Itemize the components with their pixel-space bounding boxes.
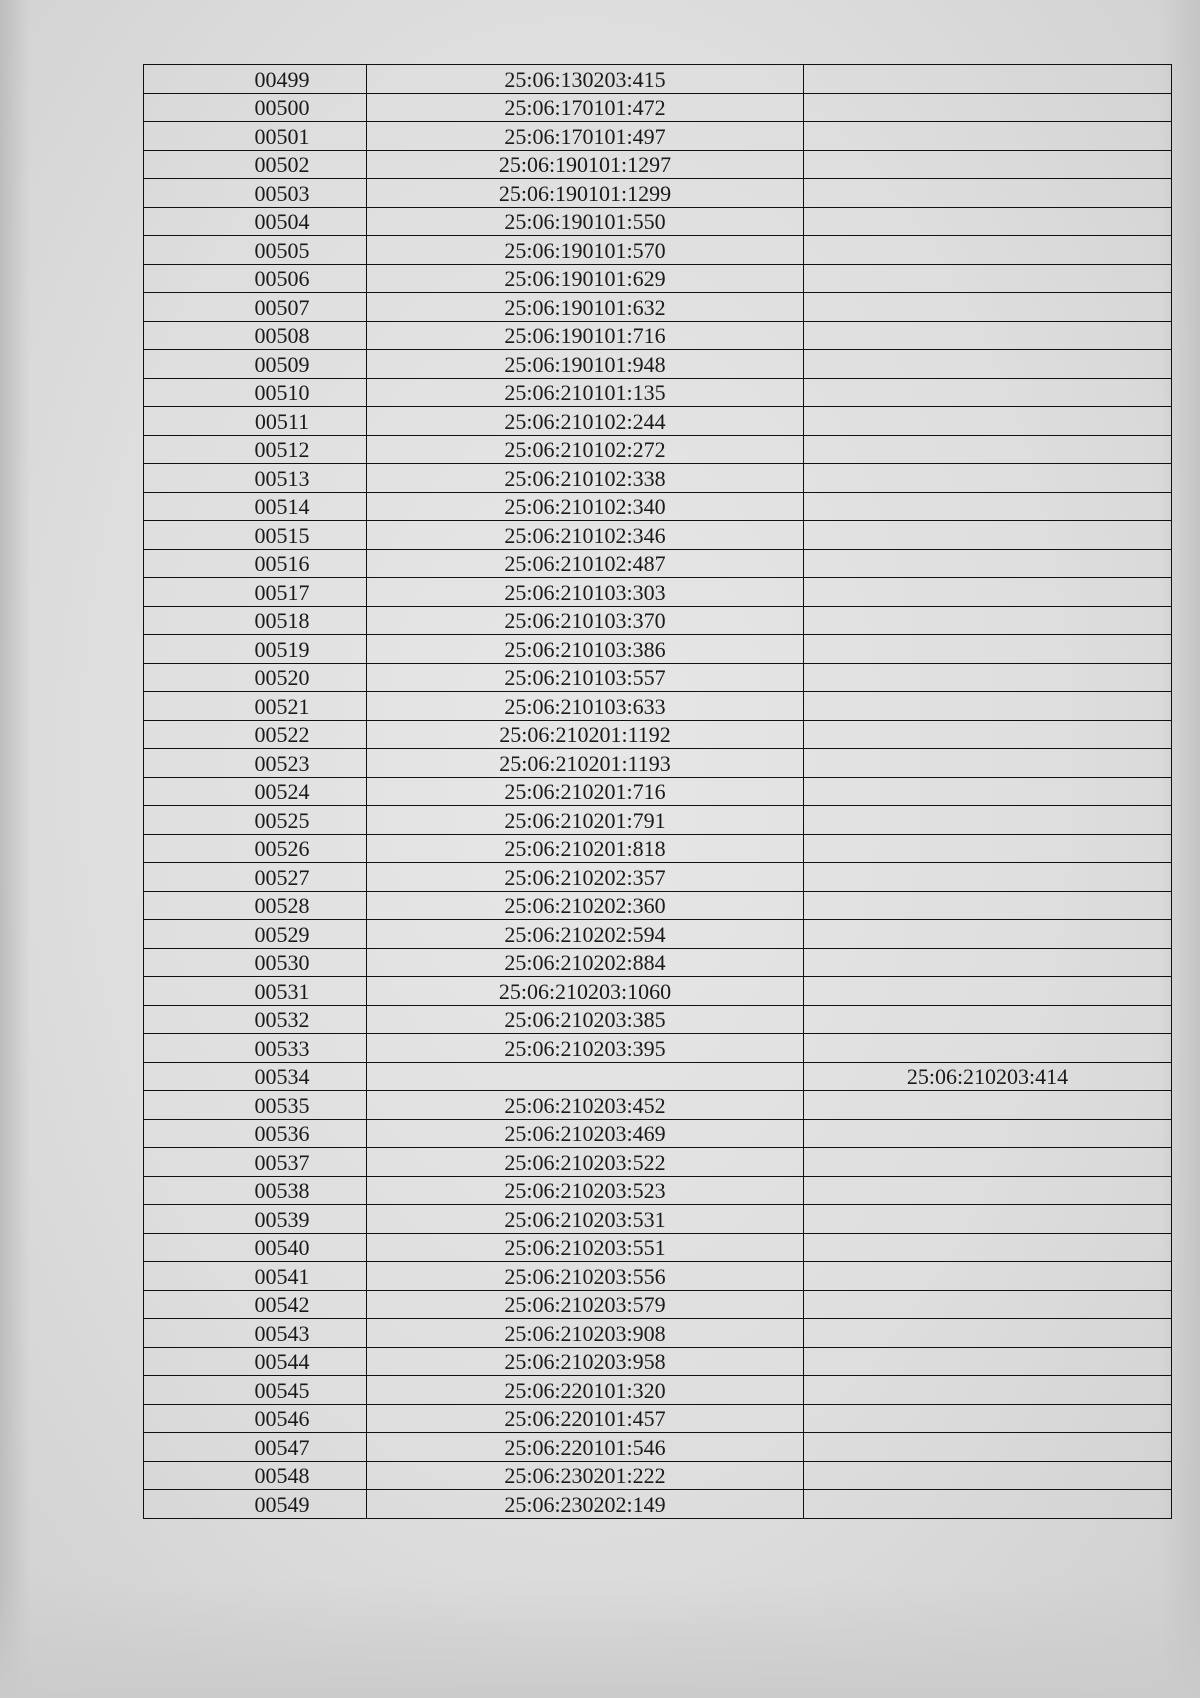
table-row bbox=[144, 350, 1172, 379]
cadastral-number-cell: 25:06:210203:556 bbox=[367, 1262, 804, 1291]
row-number-cell: 00537 bbox=[144, 1148, 367, 1177]
row-number-cell: 00515 bbox=[144, 521, 367, 550]
table-row bbox=[144, 1319, 1172, 1348]
additional-number-cell bbox=[804, 236, 1172, 265]
table-row bbox=[144, 1062, 1172, 1091]
additional-number-cell bbox=[804, 1404, 1172, 1433]
row-number-cell: 00512 bbox=[144, 435, 367, 464]
cadastral-number-cell: 25:06:210203:395 bbox=[367, 1034, 804, 1063]
row-number-cell: 00516 bbox=[144, 549, 367, 578]
row-number-cell: 00524 bbox=[144, 777, 367, 806]
table-row bbox=[144, 1148, 1172, 1177]
table-row bbox=[144, 1461, 1172, 1490]
additional-number-cell bbox=[804, 1176, 1172, 1205]
table-row bbox=[144, 122, 1172, 151]
table-row bbox=[144, 606, 1172, 635]
additional-number-cell bbox=[804, 207, 1172, 236]
cadastral-number-cell: 25:06:210203:523 bbox=[367, 1176, 804, 1205]
cadastral-number-cell: 25:06:210102:272 bbox=[367, 435, 804, 464]
row-number-cell: 00536 bbox=[144, 1119, 367, 1148]
row-number-cell: 00548 bbox=[144, 1461, 367, 1490]
cadastral-number-cell: 25:06:210103:370 bbox=[367, 606, 804, 635]
table-row bbox=[144, 293, 1172, 322]
cadastral-number-cell: 25:06:210203:469 bbox=[367, 1119, 804, 1148]
row-number-cell: 00517 bbox=[144, 578, 367, 607]
table-row bbox=[144, 1290, 1172, 1319]
row-number-cell: 00530 bbox=[144, 948, 367, 977]
row-number-cell: 00529 bbox=[144, 920, 367, 949]
cadastral-number-cell: 25:06:210103:633 bbox=[367, 692, 804, 721]
table-row bbox=[144, 93, 1172, 122]
additional-number-cell bbox=[804, 891, 1172, 920]
row-number-cell: 00523 bbox=[144, 749, 367, 778]
additional-number-cell bbox=[804, 834, 1172, 863]
cadastral-number-cell: 25:06:210102:340 bbox=[367, 492, 804, 521]
row-number-cell: 00514 bbox=[144, 492, 367, 521]
additional-number-cell bbox=[804, 1119, 1172, 1148]
table-row bbox=[144, 207, 1172, 236]
additional-number-cell bbox=[804, 1034, 1172, 1063]
row-number-cell: 00504 bbox=[144, 207, 367, 236]
row-number-cell: 00547 bbox=[144, 1433, 367, 1462]
table-row bbox=[144, 1347, 1172, 1376]
additional-number-cell bbox=[804, 1290, 1172, 1319]
table-row bbox=[144, 1262, 1172, 1291]
row-number-cell: 00527 bbox=[144, 863, 367, 892]
table-row bbox=[144, 948, 1172, 977]
row-number-cell: 00520 bbox=[144, 663, 367, 692]
additional-number-cell bbox=[804, 321, 1172, 350]
additional-number-cell bbox=[804, 606, 1172, 635]
table-row bbox=[144, 1119, 1172, 1148]
additional-number-cell bbox=[804, 863, 1172, 892]
row-number-cell: 00532 bbox=[144, 1005, 367, 1034]
scan-shadow-left bbox=[0, 0, 30, 1698]
cadastral-number-cell: 25:06:210203:579 bbox=[367, 1290, 804, 1319]
cadastral-number-cell: 25:06:220101:457 bbox=[367, 1404, 804, 1433]
cadastral-number-cell: 25:06:190101:1299 bbox=[367, 179, 804, 208]
table-row bbox=[144, 720, 1172, 749]
cadastral-number-cell: 25:06:190101:1297 bbox=[367, 150, 804, 179]
additional-number-cell: 25:06:210203:414 bbox=[804, 1062, 1172, 1091]
additional-number-cell bbox=[804, 65, 1172, 94]
cadastral-number-cell: 25:06:230202:149 bbox=[367, 1490, 804, 1519]
table-row bbox=[144, 1433, 1172, 1462]
additional-number-cell bbox=[804, 1233, 1172, 1262]
cadastral-number-cell: 25:06:210202:357 bbox=[367, 863, 804, 892]
cadastral-number-cell bbox=[367, 1062, 804, 1091]
additional-number-cell bbox=[804, 407, 1172, 436]
table-row bbox=[144, 777, 1172, 806]
table-row bbox=[144, 834, 1172, 863]
table-row bbox=[144, 891, 1172, 920]
row-number-cell: 00500 bbox=[144, 93, 367, 122]
row-number-cell: 00510 bbox=[144, 378, 367, 407]
table-row bbox=[144, 435, 1172, 464]
additional-number-cell bbox=[804, 692, 1172, 721]
row-number-cell: 00544 bbox=[144, 1347, 367, 1376]
table-row bbox=[144, 407, 1172, 436]
additional-number-cell bbox=[804, 293, 1172, 322]
cadastral-number-cell: 25:06:210103:303 bbox=[367, 578, 804, 607]
table-row bbox=[144, 521, 1172, 550]
cadastral-number-cell: 25:06:210103:557 bbox=[367, 663, 804, 692]
row-number-cell: 00540 bbox=[144, 1233, 367, 1262]
cadastral-number-cell: 25:06:210203:385 bbox=[367, 1005, 804, 1034]
row-number-cell: 00503 bbox=[144, 179, 367, 208]
table-row bbox=[144, 1490, 1172, 1519]
cadastral-number-cell: 25:06:190101:629 bbox=[367, 264, 804, 293]
row-number-cell: 00522 bbox=[144, 720, 367, 749]
cadastral-numbers-table bbox=[143, 64, 1172, 1519]
row-number-cell: 00519 bbox=[144, 635, 367, 664]
row-number-cell: 00513 bbox=[144, 464, 367, 493]
row-number-cell: 00501 bbox=[144, 122, 367, 151]
row-number-cell: 00531 bbox=[144, 977, 367, 1006]
additional-number-cell bbox=[804, 920, 1172, 949]
cadastral-number-cell: 25:06:230201:222 bbox=[367, 1461, 804, 1490]
table-body bbox=[144, 65, 1172, 1519]
cadastral-number-cell: 25:06:220101:320 bbox=[367, 1376, 804, 1405]
additional-number-cell bbox=[804, 378, 1172, 407]
additional-number-cell bbox=[804, 179, 1172, 208]
additional-number-cell bbox=[804, 492, 1172, 521]
table-row bbox=[144, 1205, 1172, 1234]
cadastral-number-cell: 25:06:190101:632 bbox=[367, 293, 804, 322]
row-number-cell: 00543 bbox=[144, 1319, 367, 1348]
row-number-cell: 00507 bbox=[144, 293, 367, 322]
row-number-cell: 00509 bbox=[144, 350, 367, 379]
table-row bbox=[144, 464, 1172, 493]
cadastral-number-cell: 25:06:210201:1192 bbox=[367, 720, 804, 749]
additional-number-cell bbox=[804, 122, 1172, 151]
table-row bbox=[144, 264, 1172, 293]
additional-number-cell bbox=[804, 1205, 1172, 1234]
additional-number-cell bbox=[804, 1091, 1172, 1120]
cadastral-number-cell: 25:06:210202:594 bbox=[367, 920, 804, 949]
row-number-cell: 00518 bbox=[144, 606, 367, 635]
additional-number-cell bbox=[804, 1433, 1172, 1462]
cadastral-number-cell: 25:06:210101:135 bbox=[367, 378, 804, 407]
cadastral-number-cell: 25:06:210203:1060 bbox=[367, 977, 804, 1006]
table-row bbox=[144, 1376, 1172, 1405]
additional-number-cell bbox=[804, 521, 1172, 550]
additional-number-cell bbox=[804, 1347, 1172, 1376]
additional-number-cell bbox=[804, 1005, 1172, 1034]
cadastral-number-cell: 25:06:210201:818 bbox=[367, 834, 804, 863]
row-number-cell: 00533 bbox=[144, 1034, 367, 1063]
additional-number-cell bbox=[804, 1319, 1172, 1348]
additional-number-cell bbox=[804, 578, 1172, 607]
row-number-cell: 00549 bbox=[144, 1490, 367, 1519]
table-row bbox=[144, 1176, 1172, 1205]
table-row bbox=[144, 692, 1172, 721]
cadastral-number-cell: 25:06:210103:386 bbox=[367, 635, 804, 664]
cadastral-number-cell: 25:06:210203:452 bbox=[367, 1091, 804, 1120]
additional-number-cell bbox=[804, 720, 1172, 749]
additional-number-cell bbox=[804, 435, 1172, 464]
cadastral-number-cell: 25:06:210203:551 bbox=[367, 1233, 804, 1262]
additional-number-cell bbox=[804, 264, 1172, 293]
table-row bbox=[144, 1404, 1172, 1433]
additional-number-cell bbox=[804, 663, 1172, 692]
cadastral-number-cell: 25:06:190101:948 bbox=[367, 350, 804, 379]
row-number-cell: 00546 bbox=[144, 1404, 367, 1433]
cadastral-number-cell: 25:06:210203:908 bbox=[367, 1319, 804, 1348]
row-number-cell: 00511 bbox=[144, 407, 367, 436]
cadastral-number-cell: 25:06:210202:884 bbox=[367, 948, 804, 977]
row-number-cell: 00545 bbox=[144, 1376, 367, 1405]
additional-number-cell bbox=[804, 749, 1172, 778]
table-row bbox=[144, 578, 1172, 607]
row-number-cell: 00542 bbox=[144, 1290, 367, 1319]
cadastral-number-cell: 25:06:210203:522 bbox=[367, 1148, 804, 1177]
table-row bbox=[144, 1233, 1172, 1262]
cadastral-number-cell: 25:06:210201:716 bbox=[367, 777, 804, 806]
row-number-cell: 00538 bbox=[144, 1176, 367, 1205]
additional-number-cell bbox=[804, 1148, 1172, 1177]
cadastral-number-cell: 25:06:210102:346 bbox=[367, 521, 804, 550]
table-row bbox=[144, 549, 1172, 578]
cadastral-number-cell: 25:06:210203:531 bbox=[367, 1205, 804, 1234]
table-row bbox=[144, 635, 1172, 664]
row-number-cell: 00525 bbox=[144, 806, 367, 835]
additional-number-cell bbox=[804, 635, 1172, 664]
table-row bbox=[144, 321, 1172, 350]
cadastral-number-cell: 25:06:210102:487 bbox=[367, 549, 804, 578]
additional-number-cell bbox=[804, 1262, 1172, 1291]
table-row bbox=[144, 1005, 1172, 1034]
table-row bbox=[144, 1091, 1172, 1120]
additional-number-cell bbox=[804, 1461, 1172, 1490]
scan-shadow-bottom bbox=[0, 1578, 1200, 1698]
cadastral-number-cell: 25:06:220101:546 bbox=[367, 1433, 804, 1462]
additional-number-cell bbox=[804, 948, 1172, 977]
table-row bbox=[144, 492, 1172, 521]
row-number-cell: 00506 bbox=[144, 264, 367, 293]
table-row bbox=[144, 1034, 1172, 1063]
row-number-cell: 00502 bbox=[144, 150, 367, 179]
row-number-cell: 00526 bbox=[144, 834, 367, 863]
cadastral-number-cell: 25:06:190101:550 bbox=[367, 207, 804, 236]
table-row bbox=[144, 65, 1172, 94]
additional-number-cell bbox=[804, 1490, 1172, 1519]
additional-number-cell bbox=[804, 93, 1172, 122]
additional-number-cell bbox=[804, 549, 1172, 578]
additional-number-cell bbox=[804, 777, 1172, 806]
cadastral-number-cell: 25:06:170101:472 bbox=[367, 93, 804, 122]
additional-number-cell bbox=[804, 350, 1172, 379]
additional-number-cell bbox=[804, 1376, 1172, 1405]
row-number-cell: 00541 bbox=[144, 1262, 367, 1291]
table-row bbox=[144, 179, 1172, 208]
row-number-cell: 00521 bbox=[144, 692, 367, 721]
table-row bbox=[144, 749, 1172, 778]
row-number-cell: 00508 bbox=[144, 321, 367, 350]
row-number-cell: 00499 bbox=[144, 65, 367, 94]
cadastral-number-cell: 25:06:210202:360 bbox=[367, 891, 804, 920]
row-number-cell: 00528 bbox=[144, 891, 367, 920]
row-number-cell: 00535 bbox=[144, 1091, 367, 1120]
table-row bbox=[144, 150, 1172, 179]
row-number-cell: 00539 bbox=[144, 1205, 367, 1234]
additional-number-cell bbox=[804, 806, 1172, 835]
additional-number-cell bbox=[804, 977, 1172, 1006]
table-row bbox=[144, 378, 1172, 407]
cadastral-number-cell: 25:06:190101:716 bbox=[367, 321, 804, 350]
table-row bbox=[144, 236, 1172, 265]
additional-number-cell bbox=[804, 150, 1172, 179]
cadastral-number-cell: 25:06:170101:497 bbox=[367, 122, 804, 151]
cadastral-number-cell: 25:06:210201:791 bbox=[367, 806, 804, 835]
cadastral-number-cell: 25:06:210203:958 bbox=[367, 1347, 804, 1376]
additional-number-cell bbox=[804, 464, 1172, 493]
row-number-cell: 00505 bbox=[144, 236, 367, 265]
table-row bbox=[144, 663, 1172, 692]
table-row bbox=[144, 806, 1172, 835]
table-row bbox=[144, 977, 1172, 1006]
cadastral-number-cell: 25:06:210102:244 bbox=[367, 407, 804, 436]
cadastral-number-cell: 25:06:210201:1193 bbox=[367, 749, 804, 778]
cadastral-number-cell: 25:06:210102:338 bbox=[367, 464, 804, 493]
cadastral-number-cell: 25:06:130203:415 bbox=[367, 65, 804, 94]
row-number-cell: 00534 bbox=[144, 1062, 367, 1091]
table-row bbox=[144, 920, 1172, 949]
cadastral-number-cell: 25:06:190101:570 bbox=[367, 236, 804, 265]
table-row bbox=[144, 863, 1172, 892]
